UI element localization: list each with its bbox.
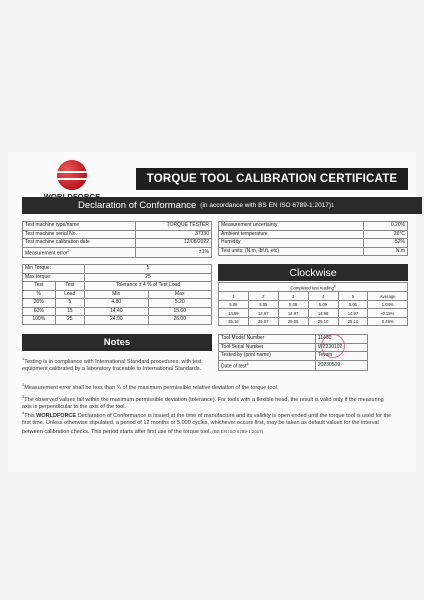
table-row (23, 247, 212, 258)
average-cell: -0.15% (368, 309, 408, 318)
min-torque-value: 5 (85, 265, 212, 274)
cell-value: 11480 (315, 335, 367, 344)
reading-cell: 5.05 (278, 300, 308, 309)
table-row (23, 273, 212, 282)
table-row (23, 316, 212, 325)
table-row (219, 360, 368, 371)
average-cell: 1.04% (368, 300, 408, 309)
note-3-text: The observed values fall within the maximum permissible deviation (tolerance). For tools with a flexible head, the result is valid only if the measuring axis is perpendicular to the axis of the tool. (22, 396, 384, 411)
inspection-stamp (321, 334, 345, 358)
reading-cell: 14.97 (248, 309, 278, 318)
table-row (23, 299, 212, 308)
header-min: Min (85, 290, 148, 299)
cell-value: 0.20% (363, 222, 407, 231)
label-text: Date of test (221, 363, 247, 370)
table-row (23, 222, 212, 231)
note-4-brand: WORLDFORCE (36, 412, 77, 419)
table-row (219, 300, 408, 309)
table-header-row (219, 283, 408, 292)
table-row (219, 343, 368, 352)
reading-cell: 5.09 (308, 300, 338, 309)
subtitle-text: Completed test reading (290, 285, 334, 291)
note-4: $^4$This WORLDFORCE Declaration of Conformance is issued at the time of manufacture and its validity is open ended until the torque tool is used for the first time. Unless otherwise stipulated, a period of 12 months or 5,000 cycles, whichever occurs first, may be taken as default values for the interval between calibration checks. This period starts after first use of the torque tool. (BS EN ISO 6789-1:2017) (22, 410, 392, 435)
cell-label: Test machine serial No. (23, 230, 136, 239)
reading-cell: 14.98 (308, 309, 338, 318)
cell-label: Ambient temperature (219, 230, 364, 239)
reading-cell: 25.07 (248, 317, 278, 326)
header-test-unit: % (23, 290, 56, 299)
table-row (219, 317, 408, 326)
clockwise-title: Clockwise (218, 264, 408, 281)
note-1: $^1$Testing is in compliance with International Standard procedures, with test equipment calibrated by a laboratory traceable to International Standards. (22, 356, 202, 373)
cell-label: Humidity (219, 239, 364, 248)
declaration-bar (22, 197, 422, 214)
model-info-table (218, 334, 368, 371)
cell-pct: 100% (23, 316, 56, 325)
reading-cell: 14.97 (278, 309, 308, 318)
table-row (23, 239, 212, 248)
cell-value: WZ230102 (315, 343, 367, 352)
table-row (219, 230, 408, 239)
cell-value: 12/08/2022 (135, 239, 211, 248)
note-4-pre: This (24, 412, 37, 419)
clockwise-subtitle (219, 283, 408, 292)
col-header: Average (368, 292, 408, 301)
clockwise-table (218, 282, 408, 326)
cell-label (23, 247, 136, 258)
cell-label: Test machine calibration date (23, 239, 136, 248)
cell-max: 26.00 (148, 316, 212, 325)
table-row (23, 230, 212, 239)
reading-cell: 25.14 (338, 317, 368, 326)
cell-value: TORQUE TESTER (135, 222, 211, 231)
cell-load: 25 (55, 316, 85, 325)
cell-value: N.m (363, 247, 407, 256)
table-header-row (219, 292, 408, 301)
header-load-unit: Load (55, 290, 85, 299)
note-1-text: Testing is in compliance with International Standard procedures, with test equipment calibrated by a laboratory traceable to International Standards. (22, 358, 202, 373)
cell-min: 4.80 (85, 299, 148, 308)
max-torque-value: 25 (85, 273, 212, 282)
declaration-standard: (in accordance with BS EN ISO 6789-1:2017) (200, 202, 332, 209)
table-row (219, 247, 408, 256)
note-2-text: Measurement error shall be less than ¼ of the maximum permissible relative deviation of the torque tool. (24, 384, 279, 391)
table-header-row (23, 290, 212, 299)
table-row (219, 352, 368, 361)
cell-max: 15.60 (148, 307, 212, 316)
machine-info-table (22, 221, 212, 258)
average-cell: 0.46% (368, 317, 408, 326)
cell-min: 14.40 (85, 307, 148, 316)
cell-label: Measurement uncertainty (219, 222, 364, 231)
reading-cell: 25.05 (278, 317, 308, 326)
cell-pct: 60% (23, 307, 56, 316)
note-4-text: Declaration of Conformance is issued at the time of manufacture and its validity is open ended until the torque tool is used for the first time. Unless otherwise stipulated, a period of 12 months or 5,000 cycles, whichever occurs first, may be taken as default values for the interval between calibration checks. This period starts after first use of the torque tool. (22, 412, 392, 435)
cell-value: 37330 (135, 230, 211, 239)
col-header: 4 (308, 292, 338, 301)
cell-label: Test units: (N.m, lbf.ft, etc) (219, 247, 364, 256)
header-tolerance: Tolerance ± 4 % of Test Load (85, 282, 212, 291)
cell-load: 5 (55, 299, 85, 308)
reading-cell: 14.97 (338, 309, 368, 318)
cell-value: ±1% (135, 247, 211, 258)
cell-label: Tool Serial Number (219, 343, 316, 352)
reading-cell: 5.06 (338, 300, 368, 309)
label-sup: 2 (67, 248, 70, 253)
table-row (219, 222, 408, 231)
conditions-table (218, 221, 408, 256)
globe-logo-icon (57, 160, 87, 190)
col-header: 2 (248, 292, 278, 301)
col-header: 3 (278, 292, 308, 301)
declaration-title: Declaration of Conformance (78, 200, 197, 211)
header-max: Max (148, 290, 212, 299)
cell-label (219, 360, 316, 371)
table-row (23, 307, 212, 316)
cell-value: 52% (363, 239, 407, 248)
reading-cell: 25.10 (308, 317, 338, 326)
subtitle-sup: 3 (333, 284, 336, 288)
cell-label: Tested by (print name) (219, 352, 316, 361)
header-test: Test (23, 282, 56, 291)
cell-value: 20230509 (315, 360, 367, 371)
note-4-ref: (BS EN ISO 6789-1:2017) (212, 428, 264, 434)
cell-min: 24.00 (85, 316, 148, 325)
table-row (219, 335, 368, 344)
torque-table (22, 264, 212, 325)
min-torque-label: Min Torque: (23, 265, 85, 274)
cell-value: 26°C (363, 230, 407, 239)
col-header: 1 (219, 292, 249, 301)
note-3: $^3$The observed values fall within the maximum permissible deviation (tolerance). For tools with a flexible head, the result is valid only if the measuring axis is perpendicular to the axis of the tool. (22, 394, 384, 411)
reading-cell: 25.16 (219, 317, 249, 326)
notes-title: Notes (22, 334, 212, 351)
header-load: Test (55, 282, 85, 291)
cell-value: Tevain (315, 352, 367, 361)
cell-label: Tool Model Number (219, 335, 316, 344)
table-row (23, 265, 212, 274)
cell-pct: 20% (23, 299, 56, 308)
table-row (219, 239, 408, 248)
reading-cell: 5.06 (219, 300, 249, 309)
cell-max: 5.20 (148, 299, 212, 308)
col-header: 5 (338, 292, 368, 301)
cell-load: 15 (55, 307, 85, 316)
note-2: $^2$Measurement error shall be less than ¼ of the maximum permissible relative deviation of the torque tool. (22, 382, 279, 391)
declaration-sup: 1 (331, 202, 334, 209)
cell-label: Test machine type/name (23, 222, 136, 231)
label-sup: 4 (246, 361, 249, 366)
label-text: Measurement error (25, 250, 68, 257)
table-header-row (23, 282, 212, 291)
certificate-title: TORQUE TOOL CALIBRATION CERTIFICATE (136, 168, 408, 190)
reading-cell: 5.05 (248, 300, 278, 309)
reading-cell: 14.99 (219, 309, 249, 318)
table-row (219, 309, 408, 318)
max-torque-label: Max torque: (23, 273, 85, 282)
